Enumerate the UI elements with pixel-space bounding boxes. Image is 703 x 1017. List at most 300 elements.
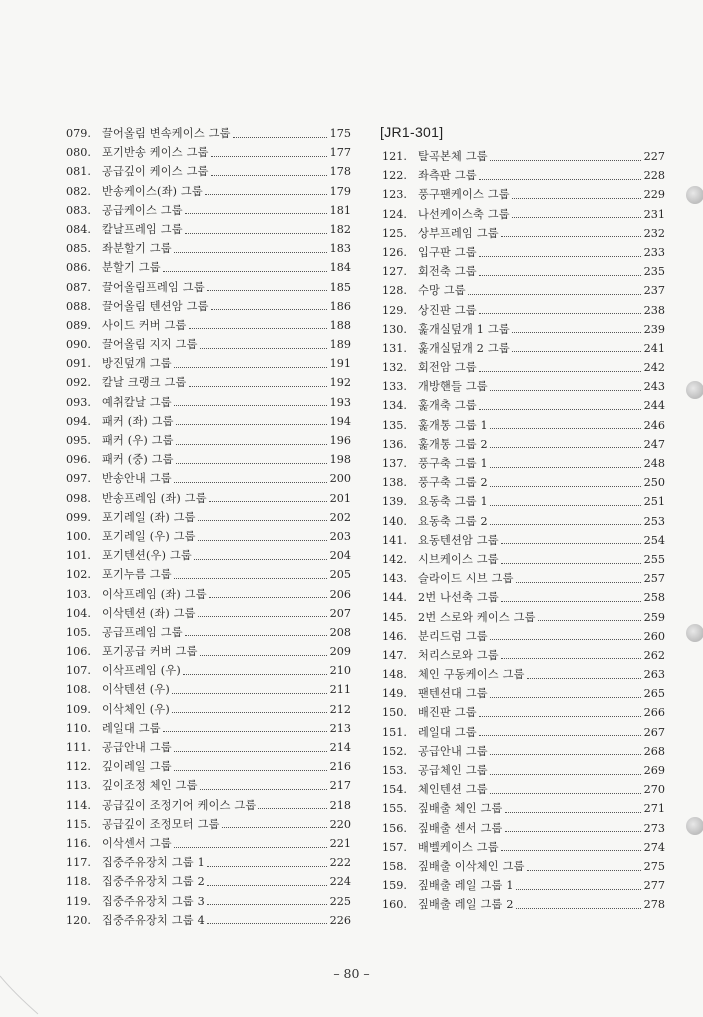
entry-page: 177: [329, 146, 351, 160]
entry-page: 192: [329, 376, 351, 390]
toc-entry: [382, 723, 665, 742]
entry-title: 예취칼날 그룹: [102, 395, 172, 409]
dot-leader: [198, 519, 327, 521]
dot-leader: [501, 600, 641, 602]
dot-leader: [185, 634, 327, 636]
entry-title: 공급안내 그룹: [102, 741, 172, 754]
entry-title: 이삭텐션 (좌) 그룹: [102, 606, 196, 620]
dot-leader: [490, 427, 641, 429]
toc-right-column: [382, 147, 665, 915]
entry-title: 칼날 크랭크 그룹: [102, 376, 187, 390]
toc-entry: [382, 473, 665, 492]
entry-title: 체인 구동케이스 그룹: [418, 668, 525, 682]
entry-number: 122.: [382, 169, 407, 183]
toc-entry: [382, 243, 665, 262]
toc-entry: [382, 819, 665, 838]
entry-title: 2번 스로와 케이스 그룹: [418, 610, 536, 624]
toc-entry: [382, 454, 665, 473]
entry-page: 269: [643, 764, 665, 777]
dot-leader: [505, 830, 641, 832]
entry-title: 집중주유장치 그룹 3: [102, 894, 205, 908]
toc-entry: [382, 512, 665, 531]
entry-title: 이삭센서 그룹: [102, 836, 172, 850]
entry-title: 공급깊이 조정모터 그룹: [102, 817, 220, 831]
entry-number: 118.: [66, 875, 91, 889]
entry-title: 풍구축 그룹 1: [418, 457, 488, 470]
entry-number: 139.: [382, 495, 407, 509]
dot-leader: [527, 677, 641, 679]
entry-page: 274: [643, 840, 665, 854]
entry-page: 251: [643, 495, 665, 509]
entry-title: 2번 나선축 그룹: [418, 591, 499, 605]
entry-title: 요동텐션암 그룹: [418, 533, 499, 547]
dot-leader: [163, 730, 327, 732]
toc-entry: [382, 550, 665, 569]
entry-title: 칼날프레임 그룹: [102, 222, 183, 236]
entry-number: 116.: [66, 836, 91, 850]
toc-entry: [66, 815, 351, 834]
entry-page: 266: [643, 706, 665, 720]
entry-page: 191: [329, 357, 351, 371]
entry-page: 182: [329, 222, 351, 236]
entry-number: 150.: [382, 706, 407, 720]
toc-entry: [66, 585, 351, 604]
entry-title: 깊이조정 체인 그룹: [102, 779, 198, 793]
toc-entry: [382, 224, 665, 243]
entry-page: 224: [329, 875, 351, 889]
punch-hole: [686, 381, 703, 399]
entry-page: 258: [643, 591, 665, 605]
toc-entry: [66, 776, 351, 795]
dot-leader: [211, 155, 327, 157]
entry-number: 106.: [66, 645, 91, 659]
entry-title: 좌분할기 그룹: [102, 242, 172, 256]
entry-title: 요동축 그룹 1: [418, 495, 488, 509]
entry-page: 196: [329, 434, 351, 447]
entry-title: 레일대 그룹: [418, 725, 477, 739]
toc-entry: [66, 201, 351, 220]
entry-number: 091.: [66, 357, 91, 371]
dot-leader: [490, 773, 641, 775]
toc-entry: [66, 757, 351, 776]
entry-number: 095.: [66, 434, 91, 447]
entry-title: 반송안내 그룹: [102, 472, 172, 486]
entry-page: 257: [643, 572, 665, 586]
entry-title: 패커 (우) 그룹: [102, 434, 174, 447]
dot-leader: [172, 711, 327, 713]
toc-entry: [382, 608, 665, 627]
entry-number: 143.: [382, 572, 407, 586]
entry-page: 203: [329, 529, 351, 543]
entry-title: 풍구팬케이스 그룹: [418, 188, 510, 202]
toc-entry: [66, 431, 351, 450]
dot-leader: [211, 308, 327, 310]
dot-leader: [527, 869, 641, 871]
entry-title: 집중주유장치 그룹 2: [102, 875, 205, 889]
entry-page: 189: [329, 338, 351, 352]
toc-left-column: [66, 124, 351, 930]
entry-title: 패커 (좌) 그룹: [102, 414, 174, 428]
entry-page: 270: [643, 783, 665, 797]
entry-page: 246: [643, 418, 665, 432]
entry-title: 공급깊이 케이스 그룹: [102, 165, 209, 179]
entry-number: 149.: [382, 687, 407, 701]
entry-number: 100.: [66, 529, 91, 543]
entry-title: 상진판 그룹: [418, 303, 477, 317]
dot-leader: [176, 423, 327, 425]
entry-page: 208: [329, 625, 351, 639]
entry-number: 151.: [382, 725, 407, 739]
entry-title: 상부프레임 그룹: [418, 226, 499, 240]
dot-leader: [490, 753, 641, 755]
dot-leader: [490, 389, 641, 391]
entry-number: 083.: [66, 203, 91, 217]
toc-entry: [66, 489, 351, 508]
entry-title: 훑개통 그룹 2: [418, 437, 488, 451]
entry-number: 155.: [382, 802, 407, 816]
toc-entry: [66, 450, 351, 469]
entry-page: 183: [329, 242, 351, 256]
entry-number: 080.: [66, 146, 91, 160]
section-header: [JR1-301]: [380, 124, 444, 140]
entry-title: 시브케이스 그룹: [418, 552, 499, 566]
toc-entry: [382, 761, 665, 780]
toc-entry: [382, 262, 665, 281]
entry-title: 훑개실덮개 1 그룹: [418, 322, 510, 336]
toc-entry: [382, 301, 665, 320]
entry-number: 094.: [66, 414, 91, 428]
toc-entry: [382, 588, 665, 607]
entry-page: 225: [329, 894, 351, 908]
entry-page: 229: [643, 188, 665, 202]
entry-title: 공급케이스 그룹: [102, 203, 183, 217]
entry-title: 분리드럼 그룹: [418, 629, 488, 643]
toc-entry: [382, 684, 665, 703]
toc-entry: [66, 335, 351, 354]
entry-number: 097.: [66, 472, 91, 486]
entry-title: 깊이레일 그룹: [102, 760, 172, 774]
entry-number: 156.: [382, 821, 407, 835]
dot-leader: [174, 846, 327, 848]
entry-number: 131.: [382, 341, 407, 355]
entry-title: 끌어올림 변속케이스 그룹: [102, 127, 231, 140]
entry-title: 훑개축 그룹: [418, 399, 477, 413]
toc-entry: [382, 339, 665, 358]
dot-leader: [258, 807, 327, 809]
dot-leader: [516, 888, 641, 890]
toc-entry: [66, 719, 351, 738]
toc-entry: [66, 892, 351, 911]
entry-page: 277: [643, 879, 665, 893]
toc-entry: [382, 646, 665, 665]
dot-leader: [174, 577, 327, 579]
entry-title: 훑개통 그룹 1: [418, 418, 488, 432]
entry-page: 259: [643, 610, 665, 624]
dot-leader: [479, 312, 641, 314]
entry-number: 092.: [66, 376, 91, 390]
dot-leader: [200, 654, 327, 656]
toc-entry: [66, 872, 351, 891]
dot-leader: [205, 193, 327, 195]
toc-entry: [66, 738, 351, 757]
entry-page: 213: [329, 721, 351, 735]
entry-number: 115.: [66, 817, 91, 831]
toc-entry: [66, 354, 351, 373]
entry-number: 147.: [382, 648, 407, 662]
entry-page: 178: [329, 165, 351, 179]
toc-entry: [66, 373, 351, 392]
dot-leader: [490, 466, 641, 468]
entry-page: 278: [643, 898, 665, 912]
entry-page: 231: [643, 207, 665, 221]
entry-number: 132.: [382, 361, 407, 375]
entry-page: 237: [643, 284, 665, 298]
entry-title: 짚배출 체인 그룹: [418, 802, 503, 816]
entry-number: 084.: [66, 222, 91, 236]
toc-entry: [382, 166, 665, 185]
entry-page: 194: [329, 414, 351, 428]
dot-leader: [490, 159, 641, 161]
entry-title: 분할기 그룹: [102, 261, 161, 275]
entry-page: 220: [329, 817, 351, 831]
entry-title: 방진덮개 그룹: [102, 357, 172, 371]
entry-title: 끌어올림프레임 그룹: [102, 280, 205, 294]
entry-title: 포기텐션(우) 그룹: [102, 549, 192, 563]
punch-hole: [686, 817, 703, 835]
entry-number: 121.: [382, 150, 407, 163]
entry-number: 145.: [382, 610, 407, 624]
entry-page: 273: [643, 821, 665, 835]
dot-leader: [174, 251, 327, 253]
toc-entry: [382, 396, 665, 415]
entry-number: 136.: [382, 437, 407, 451]
toc-entry: [382, 665, 665, 684]
entry-page: 253: [643, 514, 665, 528]
entry-page: 209: [329, 645, 351, 659]
entry-page: 221: [329, 836, 351, 850]
toc-entry: [66, 546, 351, 565]
toc-entry: [66, 297, 351, 316]
dot-leader: [198, 539, 327, 541]
entry-number: 123.: [382, 188, 407, 202]
entry-page: 263: [643, 668, 665, 682]
toc-entry: [66, 642, 351, 661]
toc-entry: [66, 220, 351, 239]
dot-leader: [490, 523, 641, 525]
entry-page: 185: [329, 280, 351, 294]
entry-number: 152.: [382, 744, 407, 758]
entry-number: 144.: [382, 591, 407, 605]
toc-entry: [66, 796, 351, 815]
toc-entry: [66, 393, 351, 412]
dot-leader: [174, 366, 327, 368]
toc-entry: [66, 834, 351, 853]
entry-page: 218: [329, 798, 351, 812]
dot-leader: [512, 331, 641, 333]
toc-entry: [66, 316, 351, 335]
entry-page: 188: [329, 318, 351, 332]
toc-entry: [382, 435, 665, 454]
dot-leader: [490, 504, 641, 506]
page-corner-fold: [0, 968, 40, 1017]
entry-title: 집중주유장치 그룹 1: [102, 856, 205, 870]
entry-page: 179: [329, 184, 351, 198]
toc-entry: [66, 623, 351, 642]
dot-leader: [183, 673, 327, 675]
entry-page: 205: [329, 568, 351, 582]
entry-title: 포기반송 케이스 그룹: [102, 146, 209, 160]
entry-number: 119.: [66, 894, 91, 908]
dot-leader: [516, 581, 641, 583]
entry-page: 241: [643, 341, 665, 355]
toc-entry: [382, 185, 665, 204]
entry-number: 099.: [66, 510, 91, 524]
dot-leader: [174, 481, 327, 483]
entry-title: 짚배출 레일 그룹 2: [418, 898, 514, 912]
dot-leader: [512, 197, 641, 199]
entry-page: 193: [329, 395, 351, 409]
entry-title: 공급체인 그룹: [418, 764, 488, 777]
punch-hole: [686, 186, 703, 204]
toc-entry: [382, 320, 665, 339]
page-number: – 80 –: [333, 966, 370, 981]
entry-number: 085.: [66, 242, 91, 256]
dot-leader: [501, 542, 641, 544]
entry-number: 114.: [66, 798, 91, 812]
entry-number: 104.: [66, 606, 91, 620]
dot-leader: [174, 750, 327, 752]
toc-entry: [66, 853, 351, 872]
entry-number: 103.: [66, 587, 91, 601]
entry-page: 217: [329, 779, 351, 793]
entry-number: 130.: [382, 322, 407, 336]
entry-page: 267: [643, 725, 665, 739]
entry-title: 공급프레임 그룹: [102, 625, 183, 639]
dot-leader: [490, 792, 641, 794]
toc-entry: [66, 527, 351, 546]
dot-leader: [479, 274, 641, 276]
entry-title: 이삭체인 (우): [102, 702, 170, 716]
dot-leader: [207, 903, 327, 905]
entry-page: 198: [329, 453, 351, 467]
entry-page: 260: [643, 629, 665, 643]
dot-leader: [479, 178, 641, 180]
entry-title: 끌어올림 지지 그룹: [102, 338, 198, 352]
entry-title: 회전암 그룹: [418, 361, 477, 375]
entry-title: 수망 그룹: [418, 284, 466, 298]
entry-title: 포기레일 (우) 그룹: [102, 529, 196, 543]
dot-leader: [501, 235, 641, 237]
entry-number: 082.: [66, 184, 91, 198]
entry-title: 배진판 그룹: [418, 706, 477, 720]
entry-number: 128.: [382, 284, 407, 298]
entry-number: 141.: [382, 533, 407, 547]
entry-title: 배벨케이스 그룹: [418, 840, 499, 854]
dot-leader: [176, 443, 327, 445]
toc-entry: [66, 162, 351, 181]
entry-number: 079.: [66, 127, 91, 140]
entry-number: 124.: [382, 207, 407, 221]
dot-leader: [200, 788, 327, 790]
entry-page: 239: [643, 322, 665, 336]
toc-entry: [66, 700, 351, 719]
entry-title: 요동축 그룹 2: [418, 514, 488, 528]
entry-page: 271: [643, 802, 665, 816]
entry-number: 098.: [66, 491, 91, 505]
entry-title: 이삭프레임 (우): [102, 664, 181, 678]
dot-leader: [189, 327, 327, 329]
entry-page: 184: [329, 261, 351, 275]
entry-number: 107.: [66, 664, 91, 678]
entry-number: 108.: [66, 683, 91, 697]
entry-title: 나선케이스축 그룹: [418, 207, 510, 221]
entry-title: 체인텐션 그룹: [418, 783, 488, 797]
entry-page: 204: [329, 549, 351, 563]
entry-title: 레일대 그룹: [102, 721, 161, 735]
dot-leader: [200, 347, 327, 349]
entry-page: 181: [329, 203, 351, 217]
entry-title: 이삭텐션 (우): [102, 683, 170, 697]
entry-number: 159.: [382, 879, 407, 893]
entry-number: 126.: [382, 245, 407, 259]
dot-leader: [189, 385, 327, 387]
entry-page: 211: [329, 683, 351, 697]
punch-hole: [686, 624, 703, 642]
entry-number: 157.: [382, 840, 407, 854]
entry-title: 회전축 그룹: [418, 265, 477, 279]
entry-page: 200: [329, 472, 351, 486]
entry-title: 풍구축 그룹 2: [418, 476, 488, 490]
entry-title: 포기누름 그룹: [102, 568, 172, 582]
entry-number: 105.: [66, 625, 91, 639]
toc-entry: [382, 799, 665, 818]
entry-title: 팬텐션대 그룹: [418, 687, 488, 701]
entry-number: 137.: [382, 457, 407, 470]
entry-page: 202: [329, 510, 351, 524]
toc-entry: [66, 911, 351, 930]
entry-number: 140.: [382, 514, 407, 528]
entry-number: 135.: [382, 418, 407, 432]
entry-title: 슬라이드 시브 그룹: [418, 572, 514, 586]
entry-page: 238: [643, 303, 665, 317]
dot-leader: [479, 715, 641, 717]
toc-entry: [382, 857, 665, 876]
entry-number: 133.: [382, 380, 407, 394]
toc-entry: [66, 604, 351, 623]
dot-leader: [233, 136, 327, 138]
entry-title: 끌어올림 텐션암 그룹: [102, 299, 209, 313]
dot-leader: [209, 500, 327, 502]
entry-page: 186: [329, 299, 351, 313]
entry-title: 공급깊이 조정기어 케이스 그룹: [102, 798, 257, 812]
dot-leader: [490, 485, 641, 487]
toc-entry: [382, 895, 665, 914]
toc-entry: [382, 492, 665, 511]
dot-leader: [174, 404, 327, 406]
entry-title: 포기레일 (좌) 그룹: [102, 510, 196, 524]
entry-number: 158.: [382, 859, 407, 873]
entry-title: 입구판 그룹: [418, 245, 477, 259]
dot-leader: [468, 293, 641, 295]
entry-number: 127.: [382, 265, 407, 279]
dot-leader: [174, 769, 327, 771]
entry-title: 개방핸들 그룹: [418, 380, 488, 394]
dot-leader: [479, 255, 641, 257]
dot-leader: [479, 734, 641, 736]
toc-entry: [382, 742, 665, 761]
entry-page: 227: [643, 150, 665, 163]
entry-page: 250: [643, 476, 665, 490]
